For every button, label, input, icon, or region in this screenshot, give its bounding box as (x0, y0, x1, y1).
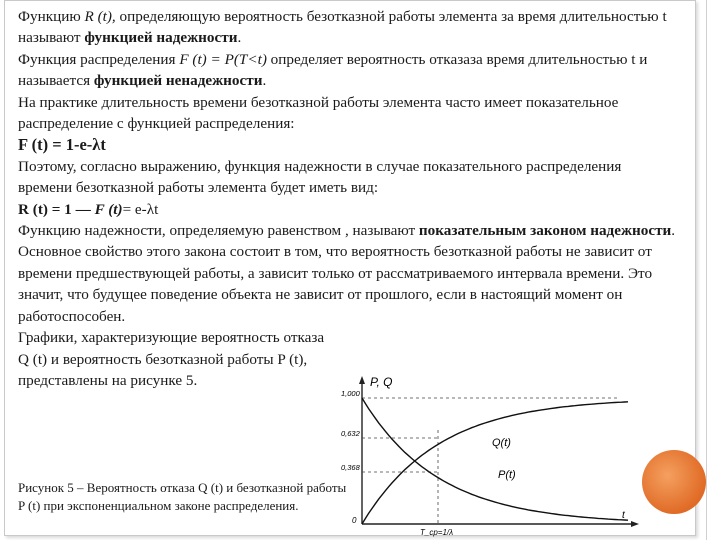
text-span: Функцию (18, 8, 85, 25)
text-italic: F (t) = P(T<t) (179, 50, 267, 68)
x-axis-arrow (631, 521, 639, 527)
paragraph-distribution-function (18, 49, 678, 92)
paragraph-graphs: Графики, характеризующие вероятность отказа Q (t) и вероятность безотказной работы P (t), представлены на рисунке 5. (18, 329, 325, 389)
text-italic: F (t) (94, 200, 123, 218)
paragraph-therefore: Поэтому, согласно выражению, функция надежности в случае показательного распределения времени безотказной работы элемента будет иметь вид: (18, 157, 622, 197)
y-tick-1000: 1,000 (341, 389, 360, 398)
y-axis-label: P, Q (370, 375, 393, 389)
text-bold: функцией надежности (84, 29, 238, 47)
side-line (706, 0, 707, 540)
main-text (18, 6, 678, 391)
text-bold: R (t) = 1 — (18, 200, 95, 218)
text-span: Функцию надежности, определяемую равенством , называют (18, 222, 419, 240)
paragraph-practice: На практике длительность времени безотказной работы элемента часто имеет показательное распределение с функцией распределения: (18, 93, 619, 133)
series-label-p: P(t) (498, 469, 516, 481)
text-span: Функция распределения (18, 50, 180, 68)
text-span: определяет вероятность отказаза время длительностью t и называется (18, 50, 648, 90)
series-label-q: Q(t) (492, 437, 511, 449)
p-curve (362, 398, 628, 520)
decorative-circle (642, 450, 706, 514)
reliability-chart (340, 372, 640, 537)
q-curve (362, 402, 628, 524)
x-tick-tcp: T_ср=1/λ (420, 528, 454, 537)
text-span: определяющую вероятность безотказной работы элемента за время длительностью t называют (18, 8, 667, 47)
text-span: . (262, 72, 267, 90)
y-tick-0632: 0,632 (341, 429, 360, 438)
paragraph-reliability-function (18, 6, 678, 49)
x-axis-label: t (622, 510, 625, 521)
formula-reliability (18, 199, 678, 220)
text-italic: R (t), (84, 8, 116, 25)
figure-caption: Рисунок 5 – Вероятность отказа Q (t) и безотказной работы P (t) при экспоненциальном законе распределения. (18, 480, 347, 513)
formula-distribution: F (t) = 1-e-λt (18, 135, 106, 155)
text-span: = e-λt (122, 200, 159, 218)
text-bold: функцией ненадежности (93, 72, 263, 90)
text-span: . (237, 29, 242, 47)
y-tick-0368: 0,368 (341, 463, 360, 472)
text-bold: показательным законом надежности (418, 222, 672, 240)
y-axis-arrow (359, 376, 365, 384)
y-tick-0: 0 (352, 516, 357, 525)
paragraph-exponential-law (18, 220, 678, 327)
text-span: . Основное свойство этого закона состоит в том, что вероятность безотказной работы не зависит от времени предшествующей работы, а зависит только от рассматриваемого интервала времени. Это значит, что будущее поведение объекта не зависит от прошлого, если в настоящий момент он работоспособен. (18, 222, 676, 325)
